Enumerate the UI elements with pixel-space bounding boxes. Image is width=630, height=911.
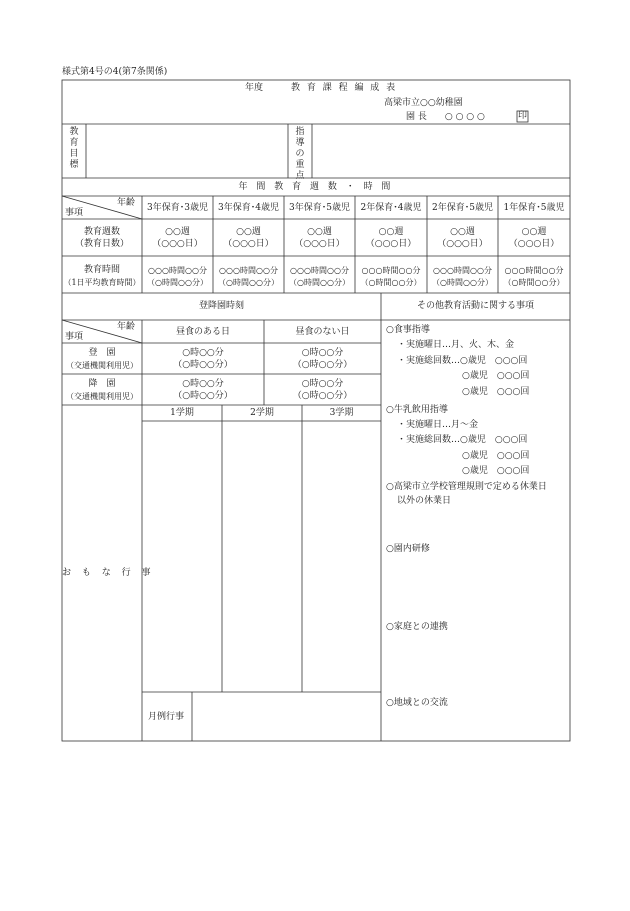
arrival-nolunch-sub-time[interactable]: （○時○○分）	[292, 360, 353, 370]
departure-lunch-time[interactable]: ○時○○分	[182, 379, 224, 389]
weeks-value[interactable]: ○○週	[165, 227, 190, 237]
community-exchange-title: ○地域との交流	[386, 698, 448, 708]
arrival-nolunch-time[interactable]: ○時○○分	[301, 348, 344, 358]
arrival-lunch-sub-time[interactable]: （○時○○分）	[173, 360, 233, 370]
milk-count-3: ○歳児 ○○○回	[462, 466, 530, 476]
departure-sub-label: （交通機関利用児）	[66, 392, 138, 401]
weeks-value[interactable]: ○○週	[307, 227, 332, 237]
milk-days: ・実施曜日…月～金	[397, 420, 479, 430]
annual-col-header: 3年保育･4歳児	[218, 203, 279, 213]
term-1-events-field[interactable]	[143, 422, 221, 691]
principal-name: 園 長 ○ ○ ○ ○	[406, 112, 485, 122]
term-3-events-field[interactable]	[303, 422, 380, 691]
days-value[interactable]: （○○○日）	[294, 239, 345, 249]
annual-corner-age: 年齢	[117, 198, 136, 208]
education-goals-field[interactable]	[87, 125, 287, 177]
teaching-focus-label: 指 導 の 重 点	[295, 127, 305, 181]
avg-hours-value[interactable]: （○時間○○分）	[218, 278, 279, 287]
annual-col-header: 3年保育･3歳児	[147, 203, 208, 213]
attendance-heading: 登降園時刻	[198, 301, 244, 311]
weeks-label: 教育週数	[83, 227, 120, 237]
family-cooperation-title: ○家庭との連携	[386, 622, 448, 632]
hours-value[interactable]: ○○○時間○○分	[433, 266, 492, 275]
days-value[interactable]: （○○○日）	[365, 239, 417, 249]
hours-value[interactable]: ○○○時間○○分	[290, 266, 349, 275]
avg-hours-label: （1日平均教育時間）	[63, 278, 141, 287]
col-no-lunch-day: 昼食のない日	[295, 327, 350, 337]
meal-count-2: ○歳児 ○○○回	[462, 371, 530, 381]
arrival-lunch-time[interactable]: ○時○○分	[182, 348, 224, 358]
holiday-title-cont: 以外の休業日	[397, 496, 452, 506]
annual-corner-item: 事項	[65, 208, 84, 218]
meal-count-3: ○歳児 ○○○回	[462, 387, 530, 397]
avg-hours-value[interactable]: （○時間○○分）	[147, 278, 208, 287]
annual-col-header: 1年保育･5歳児	[503, 203, 565, 213]
avg-hours-value[interactable]: （○時間○○分）	[503, 278, 565, 287]
arrival-sub-label: （交通機関利用児）	[66, 361, 138, 370]
meal-days: ・実施曜日…月、火、木、金	[397, 340, 515, 350]
days-value[interactable]: （○○○日）	[152, 239, 203, 249]
education-goals-label: 教 育 目 標	[69, 127, 79, 170]
days-label: （教育日数）	[74, 239, 129, 249]
milk-count-1: ・実施総回数…○歳児 ○○○回	[397, 435, 528, 445]
arrival-label: 登 園	[88, 348, 116, 358]
days-value[interactable]: （○○○日）	[223, 239, 274, 249]
annual-col-header: 2年保育･4歳児	[360, 203, 422, 213]
days-value[interactable]: （○○○日）	[437, 239, 488, 249]
hours-label: 教育時間	[83, 265, 120, 275]
annual-heading: 年 間 教 育 週 数 ・ 時 間	[238, 182, 394, 192]
term-1-header: 1学期	[170, 408, 194, 418]
attendance-corner-item: 事項	[65, 332, 84, 342]
staff-training-title: ○園内研修	[386, 544, 430, 554]
departure-nolunch-sub-time[interactable]: （○時○○分）	[292, 391, 353, 401]
avg-hours-value[interactable]: （○時間○○分）	[360, 278, 422, 287]
other-activities-heading: その他教育活動に関する事項	[416, 301, 534, 311]
weeks-value[interactable]: ○○週	[521, 227, 547, 237]
departure-nolunch-time[interactable]: ○時○○分	[301, 379, 344, 389]
meal-count-1: ・実施総回数…○歳児 ○○○回	[397, 356, 528, 366]
monthly-events-field[interactable]	[193, 693, 380, 740]
school-name: 高梁市立○○幼稚園	[384, 98, 463, 108]
monthly-events-label: 月例行事	[148, 712, 185, 722]
term-2-events-field[interactable]	[223, 422, 301, 691]
hours-value[interactable]: ○○○時間○○分	[504, 266, 564, 275]
seal-mark: 印	[517, 111, 527, 121]
term-3-header: 3学期	[329, 408, 354, 418]
milk-count-2: ○歳児 ○○○回	[462, 451, 530, 461]
avg-hours-value[interactable]: （○時間○○分）	[289, 278, 350, 287]
attendance-corner-age: 年齢	[117, 322, 136, 332]
annual-col-header: 2年保育･5歳児	[432, 203, 493, 213]
fiscal-year-label: 年度	[245, 83, 264, 93]
annual-col-header: 3年保育･5歳児	[289, 203, 350, 213]
meal-guidance-title: ○食事指導	[386, 325, 430, 335]
days-value[interactable]: （○○○日）	[508, 239, 560, 249]
holiday-title: ○高梁市立学校管理規則で定める休業日	[386, 482, 547, 492]
document-title: 教 育 課 程 編 成 表	[291, 83, 398, 93]
main-events-label: お も な 行 事	[62, 568, 155, 578]
hours-value[interactable]: ○○○時間○○分	[148, 266, 207, 275]
form-number: 様式第4号の4(第7条関係)	[62, 67, 168, 77]
weeks-value[interactable]: ○○週	[236, 227, 261, 237]
col-lunch-day: 昼食のある日	[175, 327, 230, 337]
milk-guidance-title: ○牛乳飲用指導	[386, 405, 448, 415]
departure-lunch-sub-time[interactable]: （○時○○分）	[173, 391, 233, 401]
term-2-header: 2学期	[250, 408, 274, 418]
teaching-focus-field[interactable]	[313, 125, 569, 177]
departure-label: 降 園	[88, 379, 116, 389]
hours-value[interactable]: ○○○時間○○分	[219, 266, 278, 275]
weeks-value[interactable]: ○○週	[450, 227, 475, 237]
avg-hours-value[interactable]: （○時間○○分）	[432, 278, 493, 287]
weeks-value[interactable]: ○○週	[378, 227, 404, 237]
hours-value[interactable]: ○○○時間○○分	[361, 266, 421, 275]
